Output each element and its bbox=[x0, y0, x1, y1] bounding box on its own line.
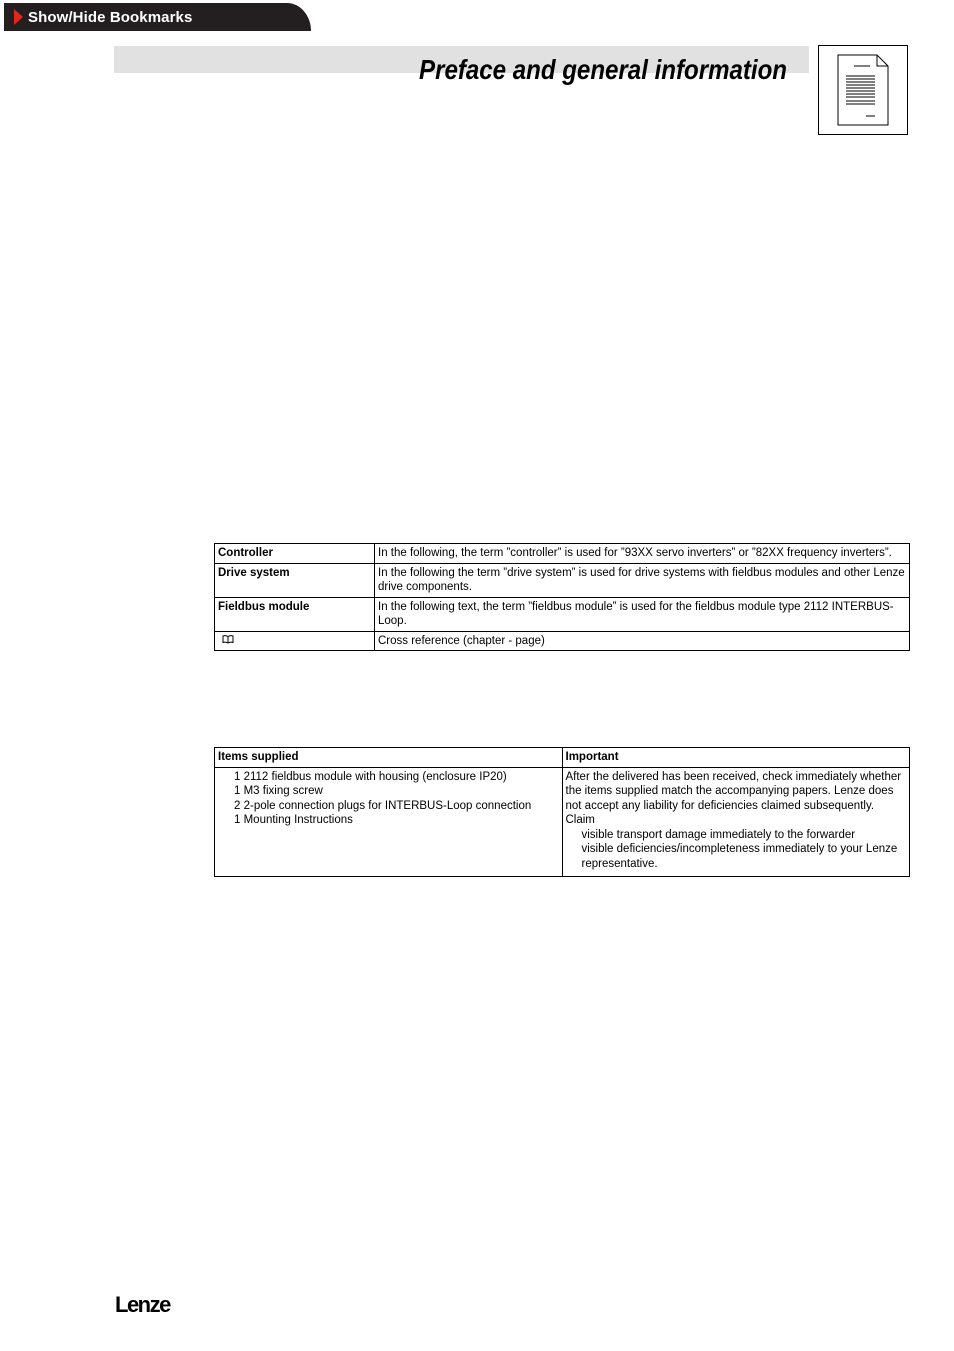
items-supplied-table bbox=[214, 747, 910, 877]
important-cell bbox=[562, 767, 910, 876]
claim-label: Claim bbox=[565, 814, 595, 826]
list-item: 1 2112 fieldbus module with housing (enclosure IP20) bbox=[234, 770, 507, 783]
page-title: Preface and general information bbox=[419, 54, 787, 85]
definition-cell: In the following, the term ”controller” is used for ”93XX servo inverters” or ”82XX frequency inverters”. bbox=[375, 544, 910, 564]
lenze-logo: Lenze bbox=[115, 1292, 170, 1317]
triangle-right-icon bbox=[14, 9, 23, 25]
show-hide-bookmarks-button[interactable] bbox=[4, 3, 311, 31]
table-row bbox=[215, 563, 910, 597]
list-item: visible transport damage immediately to the forwarder bbox=[581, 828, 856, 841]
important-intro: After the delivered has been received, check immediately whether the items supplied match the accompanying papers. Lenze does not accept any liability for deficiencies claimed subsequently. bbox=[565, 770, 902, 812]
definition-cell: In the following text, the term ”fieldbus module” is used for the fieldbus module type 2112 INTERBUS-Loop. bbox=[375, 597, 910, 631]
document-icon-box bbox=[818, 45, 908, 135]
table-header-row bbox=[215, 748, 910, 768]
term-cell: Drive system bbox=[215, 563, 375, 597]
items-supplied-header: Items supplied bbox=[215, 748, 563, 768]
table-row bbox=[215, 631, 910, 651]
important-header: Important bbox=[562, 748, 910, 768]
book-icon bbox=[222, 634, 234, 649]
term-cell bbox=[215, 631, 375, 651]
table-row bbox=[215, 597, 910, 631]
items-supplied-cell bbox=[215, 767, 563, 876]
list-item: 1 M3 fixing screw bbox=[234, 785, 323, 797]
bookmarks-label: Show/Hide Bookmarks bbox=[28, 8, 193, 26]
term-cell: Fieldbus module bbox=[215, 597, 375, 631]
list-item: visible deficiencies/incompleteness immediately to your Lenze representative. bbox=[581, 843, 898, 870]
list-item: 2 2-pole connection plugs for INTERBUS-Loop connection bbox=[234, 799, 532, 812]
document-icon bbox=[837, 54, 889, 126]
table-row bbox=[215, 544, 910, 564]
list-item: 1 Mounting Instructions bbox=[234, 814, 353, 826]
terms-table bbox=[214, 543, 910, 651]
term-cell: Controller bbox=[215, 544, 375, 564]
definition-cell: Cross reference (chapter - page) bbox=[375, 631, 910, 651]
table-row bbox=[215, 767, 910, 876]
definition-cell: In the following the term ”drive system” is used for drive systems with fieldbus modules and other Lenze drive components. bbox=[375, 563, 910, 597]
